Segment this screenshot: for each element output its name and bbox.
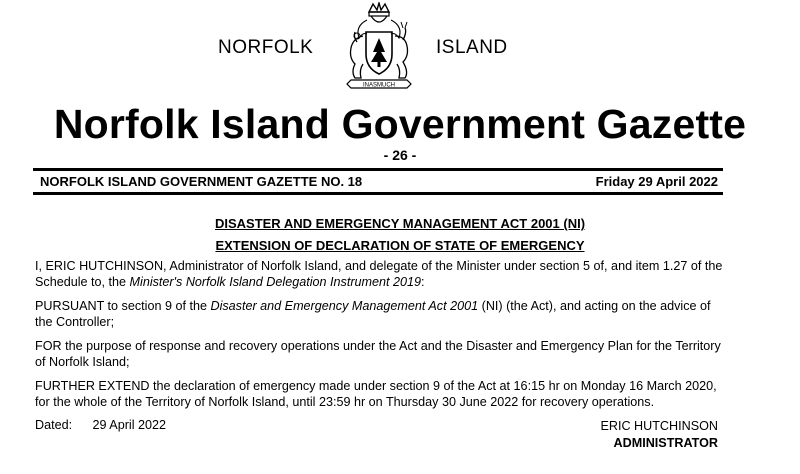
- para1-end: :: [421, 275, 425, 289]
- para1-text: I, ERIC HUTCHINSON, Administrator of Norfolk Island, and delegate of the Minister under section 5 of, and item 1.27 of the Schedule to, the: [35, 259, 723, 289]
- act-title: Disaster and Emergency Management Act 2001: [210, 299, 479, 313]
- signature-block: [600, 418, 718, 452]
- issue-date: Friday 29 April 2022: [595, 174, 718, 189]
- coat-of-arms-icon: [333, 2, 425, 94]
- signatory-title: ADMINISTRATOR: [613, 436, 718, 450]
- dated-line: [35, 418, 166, 432]
- masthead-left-word: NORFOLK: [218, 37, 314, 58]
- masthead: [0, 0, 800, 100]
- paragraph-administrator: [35, 258, 725, 290]
- paragraph-pursuant: [35, 298, 725, 330]
- subject-heading: EXTENSION OF DECLARATION OF STATE OF EMERGENCY: [215, 238, 585, 253]
- issue-name: NORFOLK ISLAND GOVERNMENT GAZETTE NO. 18: [40, 174, 363, 189]
- issue-bar: [40, 174, 718, 189]
- paragraph-extension: FURTHER EXTEND the declaration of emergency made under section 9 of the Act at 16:15 hr on Monday 16 March 2020, for the whole of the Territory of Norfolk Island, until 23:59 hr on Thursday 30 June 2022 for recovery operations.: [35, 379, 717, 409]
- bottom-rule: [33, 192, 723, 195]
- instrument-title: Minister's Norfolk Island Delegation Instrument 2019: [129, 275, 422, 289]
- paragraph-purpose: FOR the purpose of response and recovery operations under the Act and the Disaster and Emergency Plan for the Territory of Norfolk Island;: [35, 339, 721, 369]
- act-heading: DISASTER AND EMERGENCY MANAGEMENT ACT 2001 (NI): [214, 216, 586, 231]
- crest-motto: INASMUCH: [362, 82, 396, 89]
- masthead-right-word: ISLAND: [436, 37, 508, 58]
- para2-end: (NI) (the Act), and acting on the advice of the Controller;: [35, 299, 711, 329]
- gazette-title: Norfolk Island Government Gazette: [53, 101, 747, 147]
- page-number: - 26 -: [383, 147, 417, 163]
- dated-label: Dated:: [35, 418, 73, 432]
- top-rule: [33, 168, 723, 171]
- para2-text: PURSUANT to section 9 of the: [35, 299, 211, 313]
- dated-value: 29 April 2022: [92, 418, 167, 432]
- signatory-name: ERIC HUTCHINSON: [600, 419, 718, 433]
